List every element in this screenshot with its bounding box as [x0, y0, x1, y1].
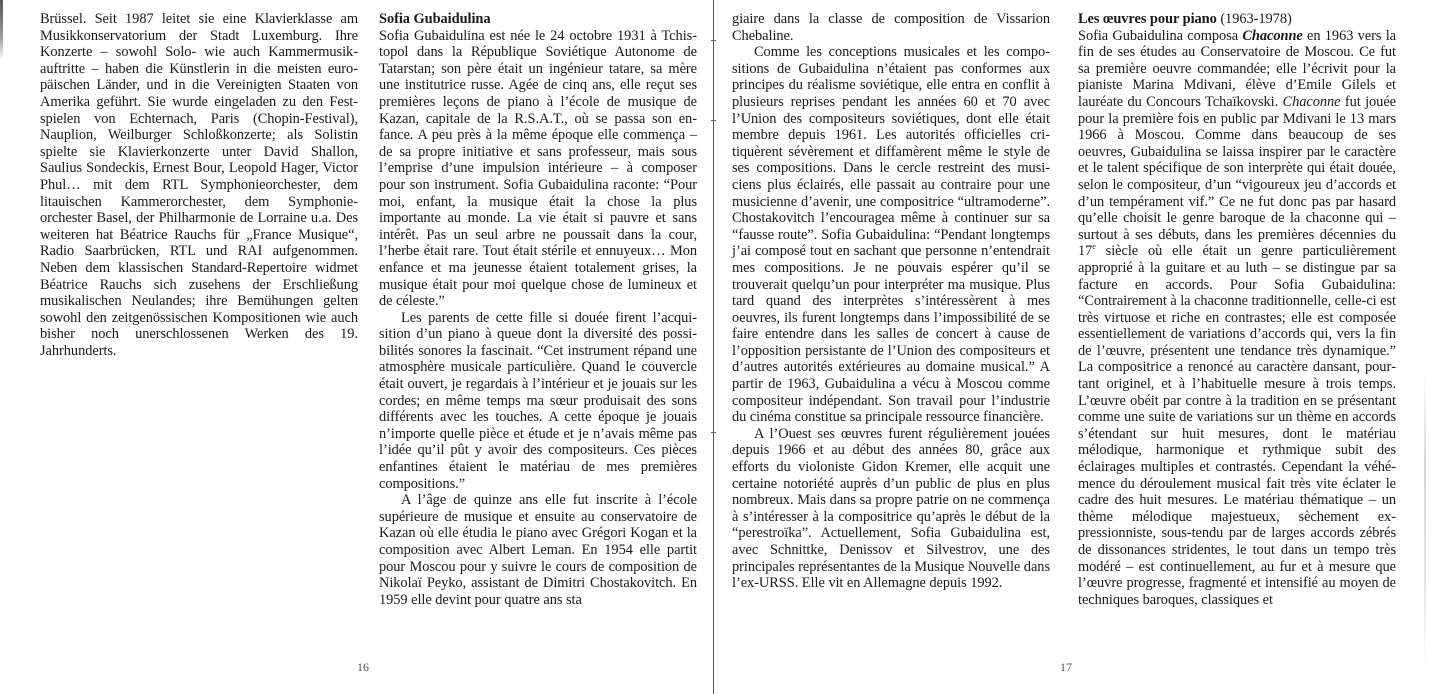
page-edge-shadow [1424, 370, 1426, 670]
page-number: 16 [357, 660, 369, 674]
superscript: e [1092, 242, 1096, 252]
page-edge-shadow [0, 0, 3, 60]
fold-mark [711, 40, 716, 41]
text-run: en 1963 vers la fin de ses études au Conservatoire de Moscou. Ce fut sa première oeuvre commandée; elle l’écrivit pour la pianiste Marina Mdivani, élève d’Emile Gilels et lauréate du Concours Tchaïkovski. [1078, 27, 1396, 110]
paragraph: Sofia Gubaidulina est née le 24 octobre 1931 à Tchistopol dans la République Soviétique Autonome de Tatarstan; son père était un ingénieur tatare, sa mère une institutrice russe. Agée de cinq ans, elle reçut ses premières leçons de piano à l’école de musique de Kazan, capitale de la R.S.A.T., où se passa son enfance. A peu près à la même époque elle commença – de sa propre initiative et sans professeur, mais sous l’emprise d’une impulsion intérieure – à composer pour son instrument. Sofia Gubaidulina raconte: “Pour moi, enfant, la musique était la chose la plus importante au monde. La vie était si pauvre et sans intérêt. Pas un seul arbre ne poussait dans la cour, l’herbe était rare. Tout était stérile et ennuyeux… Mon enfance et ma jeunesse étaient totalement grises, la musique était pour moi quelque chose de lumineux et de céleste.” [379, 27, 697, 310]
section-heading-line [1078, 11, 1396, 28]
paragraph: Les parents de cette fille si douée firent l’acquisition d’un piano à queue dont la diversité des possibilités sonores la fascinait. “Cet instrument répand une atmosphère musicale particulière. Quand le couvercle était ouvert, je regardais à l’intérieur et je jouais sur les cordes; en même temps ma sœur produisait des sons différents avec les touches. A cette époque je jouais n’importe quelle pièce et étude et je n’avais même pas l’idée qu’il pût y avoir des compositeurs. Ces pièces enfantines étaient le matériau de mes premières compositions.” [379, 309, 697, 492]
paragraph: A l’âge de quinze ans elle fut inscrite à l’école supérieure de musique et ensuite au conservatoire de Kazan où elle étudia le piano avec Grégori Kogan et la composition avec Albert Leman. En 1954 elle partit pour Moscou pour y suivre le cours de composition de Nikolaï Peyko, assistant de Dimitri Chostakovitch. En 1959 elle devint pour quatre ans sta [379, 492, 697, 608]
work-title: Chaconne [1242, 27, 1303, 44]
column-german-bio [40, 11, 358, 359]
section-heading: Les œuvres pour piano [1078, 11, 1217, 27]
section-heading-dates: (1963-1978) [1216, 11, 1292, 27]
fold-mark [711, 120, 716, 121]
column-piano-works [1078, 11, 1396, 608]
paragraph: Brüssel. Seit 1987 leitet sie eine Klavierklasse am Musikkonservatorium der Stadt Luxemburg. Ihre Konzerte – sowohl Solo- wie auch Kammermusikauftritte – haben die Künstlerin in die meisten europäischen Länder, und in die Vereinigten Staaten von Amerika geführt. Sie wurde eingeladen zu den Festspielen von Echternach, Paris (Chopin-Festival), Nauplion, Weilburger Schloßkonzerte; als Solistin spielte sie Klavierkonzerte unter David Shallon, Saulius Sondeckis, Ernest Bour, Leopold Hager, Victor Phul… mit dem RTL Symphonieorchester, dem litauischen Kammerorchester, dem Symphonieorchester Basel, der Philharmonie de Lorraine u.a. Des weiteren hat Béatrice Rauchs für „France Musique“, Radio Saarbrücken, RTL und RAI aufgenommen. Neben dem klassischen Standard-Repertoire widmet Béatrice Rauchs sich zusehens der Erschließung musikalischen Neulandes; ihre Bemühungen gelten sowohl den zeitgenössischen Kompositionen wie auch bisher noch unerschlossenen Werken des 19. Jahrhunderts. [40, 11, 358, 359]
fold-mark [711, 432, 716, 433]
text-run: Sofia Gubaidulina composa [1078, 27, 1243, 44]
paragraph: Comme les conceptions musicales et les compositions de Gubaidulina n’étaient pas conformes aux principes du réalisme soviétique, elle entra en conflit à plusieurs reprises pendant les années 60 et 70 avec l’Union des compositeurs soviétiques, dont elle était membre depuis 1961. Les autorités officielles critiquèrent sévèrement et diffamèrent même le style de ses compositions. Dans le cercle restreint des musiciens plus éclairés, elle passait au contraire pour une musicienne d’avenir, une compositrice “ultramoderne”. Chostakovitch l’encouragea même à continuer sur sa “fausse route”. Sofia Gubaidulina: “Pendant longtemps j’ai composé tout en sachant que personne n’entendrait mes compositions. Je ne pouvais espérer qu’il se trouverait quelqu’un pour interpréter ma musique. Plus tard quand des interprètes s’intéressèrent à mes oeuvres, ils furent longtemps dans l’impossibilité de se faire entendre dans les salles de concert à cause de l’opposition persistante de l’Union des compositeurs et d’autres autorités extérieures au domaine musical.” A partir de 1963, Gubaidulina a vécu à Moscou comme compositeur indépendant. Son travail pour l’industrie du cinéma constitue sa principale ressource financière. [732, 44, 1050, 426]
text-run: fut jouée pour la première fois en public par Mdivani le 13 mars 1966 à Moscou. Comme dans beaucoup de ses oeuvres, Gubaidulina se laissa inspirer par le caractère et le talent spécifique de son interprète qui était douée, selon le compositeur, d’un “vigoureux jeu d’accords et d’un tempérament vif.” Ce ne fut donc pas par hasard qu’elle choisit le genre baroque de la chaconne qui – surtout à ses débuts, dans les premières décennies du 17 [1078, 93, 1396, 260]
page-number: 17 [1060, 660, 1072, 674]
text-run: siècle où elle était un genre particulièrement approprié à la guitare et au luth – se distingue par sa facture en accords. Pour Sofia Gubaidulina: “Contrairement à la chaconne traditionnelle, celle-ci est très virtuose et riche en contrastes; elle est composée essentiellement de variations d’accords qui, vers la fin de l’œuvre, présentent une tendance très dynamique.” La compositrice a renoncé au caractère dansant, pourtant originel, et à l’habituelle mesure à trois temps. L’œuvre obéit par contre à la tradition en se présentant comme une suite de variations sur un thème en accords s’étendant sur huit mesures, dont le matériau mélodique, harmonique et rythmique subit des éclairages multiples et contrastés. Cependant la véhémence du déroulement musical fait très vite éclater le cadre des huit mesures. Le matériau thématique – un thème mélodique majestueux, sèchement expressionniste, sous-tendu par de larges accords zébrés de dissonances stridentes, le tout dans un tempo très modéré – est continuellement, au fur et à mesure que l’œuvre progresse, fragmenté et intensifié au moyen de techniques baroques, classiques et [1078, 243, 1396, 608]
section-heading: Sofia Gubaidulina [379, 11, 491, 27]
work-title-italic: Chaconne [1282, 93, 1341, 110]
center-fold [713, 0, 714, 694]
paragraph: A l’Ouest ses œuvres furent régulièrement jouées depuis 1966 et au début des années 80, grâce aux efforts du violoniste Gidon Kremer, elle acquit une certaine notoriété auprès d’un public de plus en plus nombreux. Mais dans sa propre patrie on ne commença à s’intéresser à la compositrice qu’après le début de la “perestroïka”. Actuellement, Sofia Gubaidulina est, avec Schnittke, Denissov et Silvestrov, une des principales représentantes de la Musique Nouvelle dans l’ex-URSS. Elle vit en Allemagne depuis 1992. [732, 425, 1050, 592]
paragraph [1078, 28, 1396, 609]
column-gubaidulina-bio-continued [732, 11, 1050, 592]
column-gubaidulina-bio [379, 11, 697, 608]
paragraph: giaire dans la classe de composition de Vissarion Chebaline. [732, 11, 1050, 44]
